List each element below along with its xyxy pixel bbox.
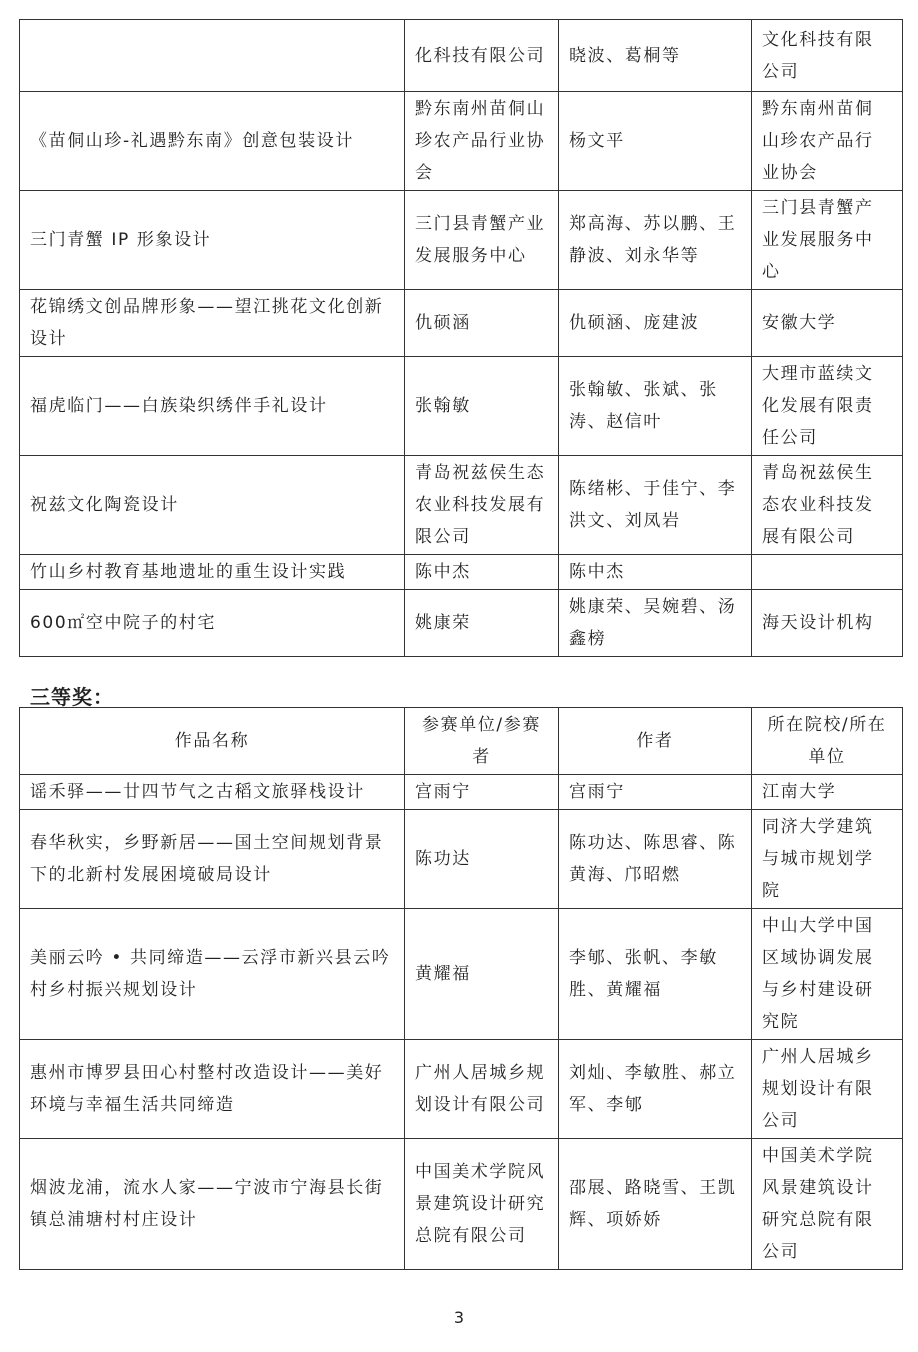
table-row: [20, 810, 903, 909]
cell-school: [752, 555, 903, 590]
cell-unit: 中国美术学院风景建筑设计研究总院有限公司: [405, 1139, 559, 1270]
table-row: [20, 357, 903, 456]
table-row: [20, 1040, 903, 1139]
award-table-continued: [19, 19, 903, 657]
cell-author: 陈中杰: [559, 555, 752, 590]
cell-author: 刘灿、李敏胜、郝立军、李郇: [559, 1040, 752, 1139]
cell-unit: 张翰敏: [405, 357, 559, 456]
table-row: [20, 555, 903, 590]
cell-work: 600㎡空中院子的村宅: [20, 590, 405, 657]
table-row: [20, 456, 903, 555]
cell-unit: 青岛祝兹侯生态农业科技发展有限公司: [405, 456, 559, 555]
cell-unit: 黔东南州苗侗山珍农产品行业协会: [405, 92, 559, 191]
header-unit: 参赛单位/参赛者: [405, 708, 559, 775]
cell-unit: 宫雨宁: [405, 775, 559, 810]
table-row: [20, 590, 903, 657]
cell-author: 陈绪彬、于佳宁、李洪文、刘凤岩: [559, 456, 752, 555]
table-row: [20, 191, 903, 290]
cell-work: 《苗侗山珍-礼遇黔东南》创意包装设计: [20, 92, 405, 191]
cell-school: 黔东南州苗侗山珍农产品行业协会: [752, 92, 903, 191]
header-school: 所在院校/所在单位: [752, 708, 903, 775]
cell-author: 邵展、路晓雪、王凯辉、项娇娇: [559, 1139, 752, 1270]
cell-work: 美丽云吟 • 共同缔造——云浮市新兴县云吟村乡村振兴规划设计: [20, 909, 405, 1040]
cell-author: 郑高海、苏以鹏、王静波、刘永华等: [559, 191, 752, 290]
cell-work: 三门青蟹 IP 形象设计: [20, 191, 405, 290]
cell-unit: 三门县青蟹产业发展服务中心: [405, 191, 559, 290]
page-number: 3: [453, 1308, 465, 1327]
cell-school: 三门县青蟹产业发展服务中心: [752, 191, 903, 290]
cell-school: 同济大学建筑与城市规划学院: [752, 810, 903, 909]
cell-work: 福虎临门——白族染织绣伴手礼设计: [20, 357, 405, 456]
cell-author: 杨文平: [559, 92, 752, 191]
award-table-continued-body: [20, 20, 903, 657]
cell-school: 中国美术学院风景建筑设计研究总院有限公司: [752, 1139, 903, 1270]
cell-author: 晓波、葛桐等: [559, 20, 752, 92]
cell-work: 谣禾驿——廿四节气之古稻文旅驿栈设计: [20, 775, 405, 810]
cell-author: 张翰敏、张斌、张涛、赵信叶: [559, 357, 752, 456]
table-row: [20, 290, 903, 357]
cell-author: 李郇、张帆、李敏胜、黄耀福: [559, 909, 752, 1040]
table-row: [20, 1139, 903, 1270]
cell-work: 惠州市博罗县田心村整村改造设计——美好环境与幸福生活共同缔造: [20, 1040, 405, 1139]
cell-work: 烟波龙浦，流水人家——宁波市宁海县长街镇总浦塘村村庄设计: [20, 1139, 405, 1270]
cell-work: 祝兹文化陶瓷设计: [20, 456, 405, 555]
section-title-third-prize: 三等奖：: [30, 685, 114, 709]
cell-school: 中山大学中国区域协调发展与乡村建设研究院: [752, 909, 903, 1040]
cell-unit: 化科技有限公司: [405, 20, 559, 92]
cell-school: 江南大学: [752, 775, 903, 810]
cell-school: 海天设计机构: [752, 590, 903, 657]
cell-author: 仇硕涵、庞建波: [559, 290, 752, 357]
cell-author: 陈功达、陈思睿、陈黄海、邝昭燃: [559, 810, 752, 909]
cell-school: 广州人居城乡规划设计有限公司: [752, 1040, 903, 1139]
cell-work: 春华秋实，乡野新居——国土空间规划背景下的北新村发展困境破局设计: [20, 810, 405, 909]
third-prize-table-body: [20, 775, 903, 1270]
table-row: [20, 20, 903, 92]
cell-unit: 陈功达: [405, 810, 559, 909]
cell-work: [20, 20, 405, 92]
table-row: [20, 909, 903, 1040]
cell-work: 竹山乡村教育基地遗址的重生设计实践: [20, 555, 405, 590]
table-header-row: [20, 708, 903, 775]
cell-unit: 仇硕涵: [405, 290, 559, 357]
cell-unit: 姚康荣: [405, 590, 559, 657]
table-row: [20, 92, 903, 191]
cell-school: 大理市蓝续文化发展有限责任公司: [752, 357, 903, 456]
cell-unit: 黄耀福: [405, 909, 559, 1040]
cell-unit: 广州人居城乡规划设计有限公司: [405, 1040, 559, 1139]
cell-school: 文化科技有限公司: [752, 20, 903, 92]
cell-school: 安徽大学: [752, 290, 903, 357]
table-row: [20, 775, 903, 810]
third-prize-table: [19, 707, 903, 1270]
cell-unit: 陈中杰: [405, 555, 559, 590]
header-author: 作者: [559, 708, 752, 775]
cell-school: 青岛祝兹侯生态农业科技发展有限公司: [752, 456, 903, 555]
cell-work: 花锦绣文创品牌形象——望江挑花文化创新设计: [20, 290, 405, 357]
cell-author: 宫雨宁: [559, 775, 752, 810]
header-work: 作品名称: [20, 708, 405, 775]
cell-author: 姚康荣、吴婉碧、汤鑫榜: [559, 590, 752, 657]
